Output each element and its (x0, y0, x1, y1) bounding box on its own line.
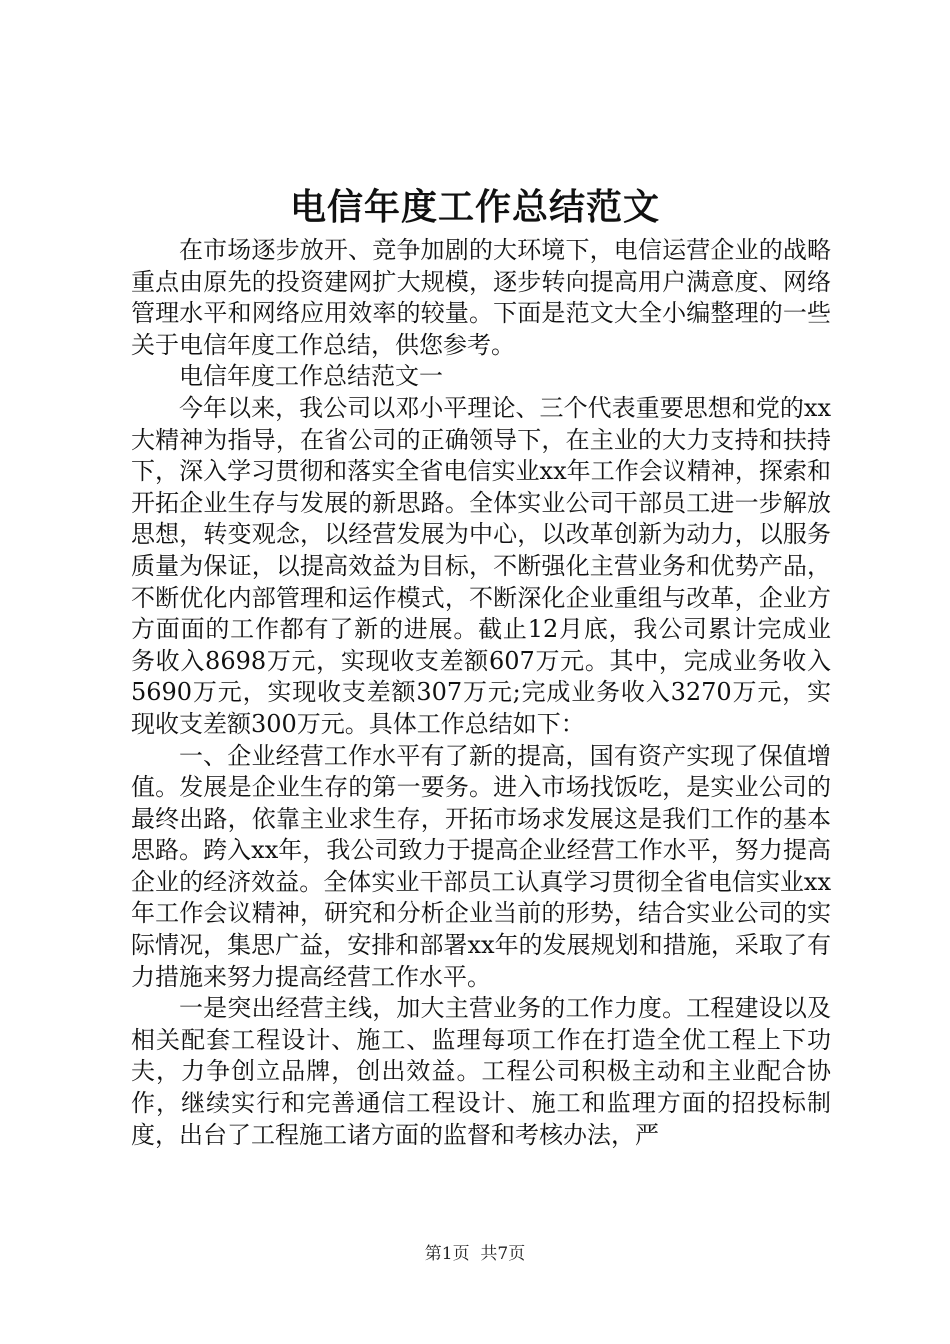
document-body (131, 235, 831, 1151)
document-title: 电信年度工作总结范文 (289, 186, 660, 228)
page-number-footer: 第1页 共7页 (424, 1244, 526, 1264)
paragraph-section-heading: 电信年度工作总结范文一 (179, 362, 443, 391)
paragraph-point-one: 一、企业经营工作水平有了新的提高，国有资产实现了保值增值。发展是企业生存的第一要务。进入市场找饭吃，是实业公司的最终出路，依靠主业求生存，开拓市场求发展这是我们工作的基本思路。跨入xx年，我公司致力于提高企业经营工作水平，努力提高企业的经济效益。全体实业干部员工认真学习贯彻全省电信实业xx年工作会议精神，研究和分析企业当前的形势，结合实业公司的实际情况，集思广益，安排和部署xx年的发展规划和措施，采取了有力措施来努力提高经营工作水平。 (131, 741, 831, 991)
paragraph-intro: 在市场逐步放开、竞争加剧的大环境下，电信运营企业的战略重点由原先的投资建网扩大规模，逐步转向提高用户满意度、网络管理水平和网络应用效率的较量。下面是范文大全小编整理的一些关于电信年度工作总结，供您参考。 (131, 236, 831, 359)
paragraph-overview: 今年以来，我公司以邓小平理论、三个代表重要思想和党的xx大精神为指导，在省公司的正确领导下，在主业的大力支持和扶持下，深入学习贯彻和落实全省电信实业xx年工作会议精神，探索和开拓企业生存与发展的新思路。全体实业公司干部员工进一步解放思想，转变观念，以经营发展为中心，以改革创新为动力，以服务质量为保证，以提高效益为目标，不断强化主营业务和优势产品，不断优化内部管理和运作模式，不断深化企业重组与改革，企业方方面面的工作都有了新的进展。截止12月底，我公司累计完成业务收入8698万元，实现收支差额607万元。其中，完成业务收入5690万元，实现收支差额307万元;完成业务收入3270万元，实现收支差额300万元。具体工作总结如下： (131, 393, 831, 738)
paragraph-sub-point-one: 一是突出经营主线，加大主营业务的工作力度。工程建设以及相关配套工程设计、施工、监理每项工作在打造全优工程上下功夫，力争创立品牌，创出效益。工程公司积极主动和主业配合协作，继续实行和完善通信工程设计、施工和监理方面的招投标制度，出台了工程施工诸方面的监督和考核办法，严 (131, 994, 831, 1149)
